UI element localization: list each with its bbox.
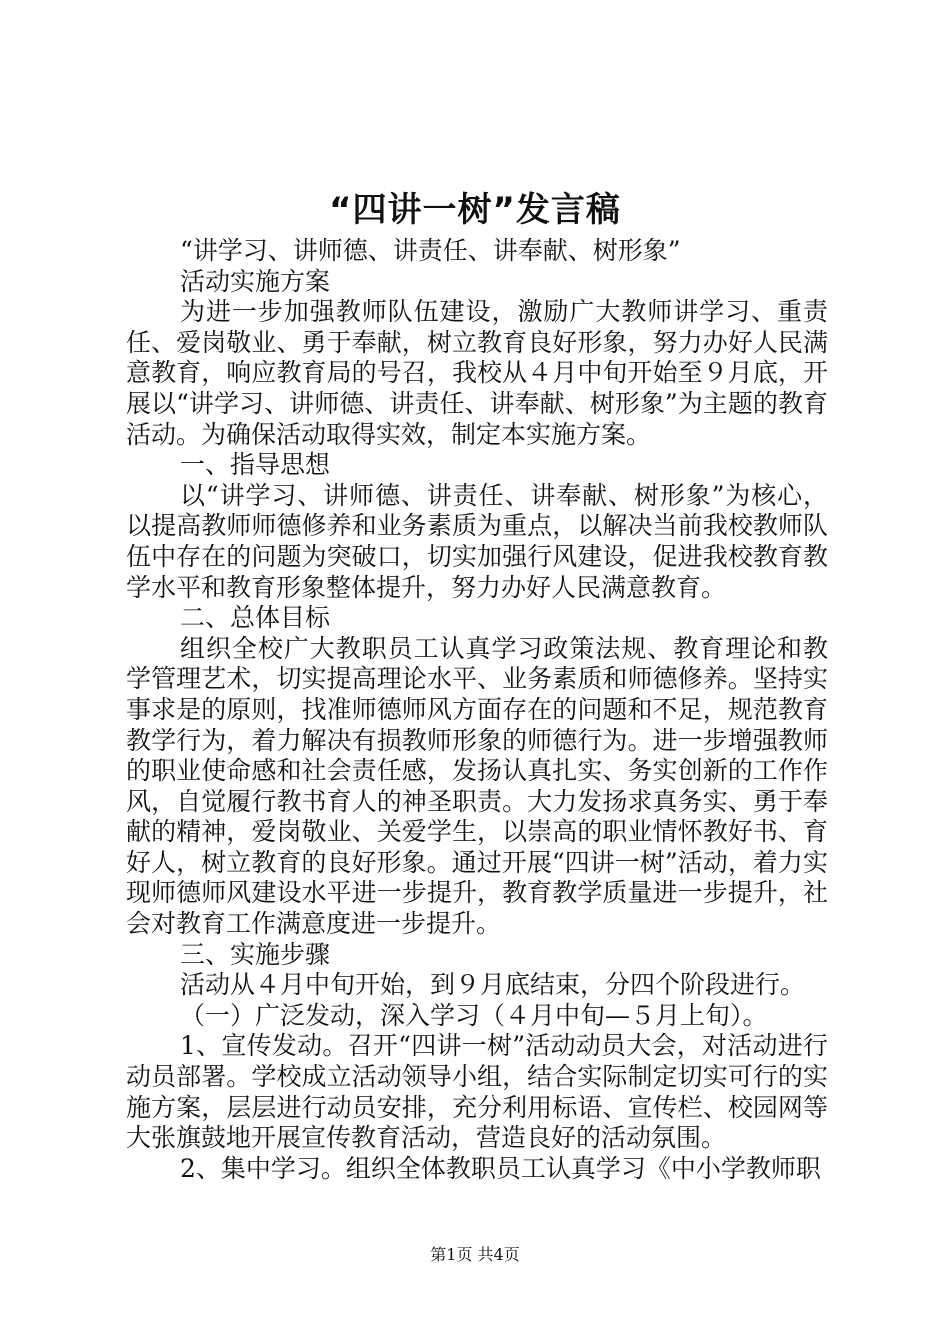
document-title: “四讲一树”发言稿 [329, 190, 621, 230]
document-body [126, 236, 828, 1184]
paragraph-item-2: 2、集中学习。组织全体教职员工认真学习《中小学教师职 [180, 1153, 821, 1183]
subsection-heading-stage-one: （一）广泛发动，深入学习（４月中旬—５月上旬）。 [180, 1000, 768, 1030]
page-footer: 第1页 共4页 [430, 1245, 520, 1264]
paragraph-item-1: 1、宣传发动。召开“四讲一树”活动动员大会，对活动进行动员部署。学校成立活动领导小组，结合实际制定切实可行的实施方案，层层进行动员安排，充分利用标语、宣传栏、校园网等大张旗鼓地开展宣传教育活动，营造良好的活动氛围。 [126, 1031, 828, 1153]
paragraph-plan-title: 活动实施方案 [180, 266, 331, 296]
paragraph-intro: 为进一步加强教师队伍建设，激励广大教师讲学习、重责任、爱岗敬业、勇于奉献，树立教育良好形象，努力办好人民满意教育，响应教育局的号召，我校从４月中旬开始至９月底，开展以“讲学习、讲师德、讲责任、讲奉献、树形象”为主题的教育活动。为确保活动取得实效，制定本实施方案。 [126, 297, 828, 449]
paragraph-theme: “讲学习、讲师德、讲责任、讲奉献、树形象” [180, 236, 681, 265]
section-heading-implementation-steps: 三、实施步骤 [180, 939, 331, 969]
paragraph-guiding-thought: 以“讲学习、讲师德、讲责任、讲奉献、树形象”为核心，以提高教师师德修养和业务素质为重点，以解决当前我校教师队伍中存在的问题为突破口，切实加强行风建设，促进我校教育教学水平和教育形象整体提升，努力办好人民满意教育。 [126, 480, 828, 602]
section-heading-overall-goal: 二、总体目标 [180, 603, 331, 633]
paragraph-overall-goal: 组织全校广大教职员工认真学习政策法规、教育理论和教学管理艺术，切实提高理论水平、业务素质和师德修养。坚持实事求是的原则，找准师德师风方面存在的问题和不足，规范教育教学行为，着力解决有损教师形象的师德行为。进一步增强教师的职业使命感和社会责任感，发扬认真扎实、务实创新的工作作风，自觉履行教书育人的神圣职责。大力发扬求真务实、勇于奉献的精神，爱岗敬业、关爱学生，以崇高的职业情怀教好书、育好人，树立教育的良好形象。通过开展“四讲一树”活动，着力实现师德师风建设水平进一步提升，教育教学质量进一步提升，社会对教育工作满意度进一步提升。 [126, 633, 828, 939]
section-heading-guiding-thought: 一、指导思想 [180, 450, 331, 480]
paragraph-steps-overview: 活动从４月中旬开始，到９月底结束，分四个阶段进行。 [180, 970, 806, 1000]
